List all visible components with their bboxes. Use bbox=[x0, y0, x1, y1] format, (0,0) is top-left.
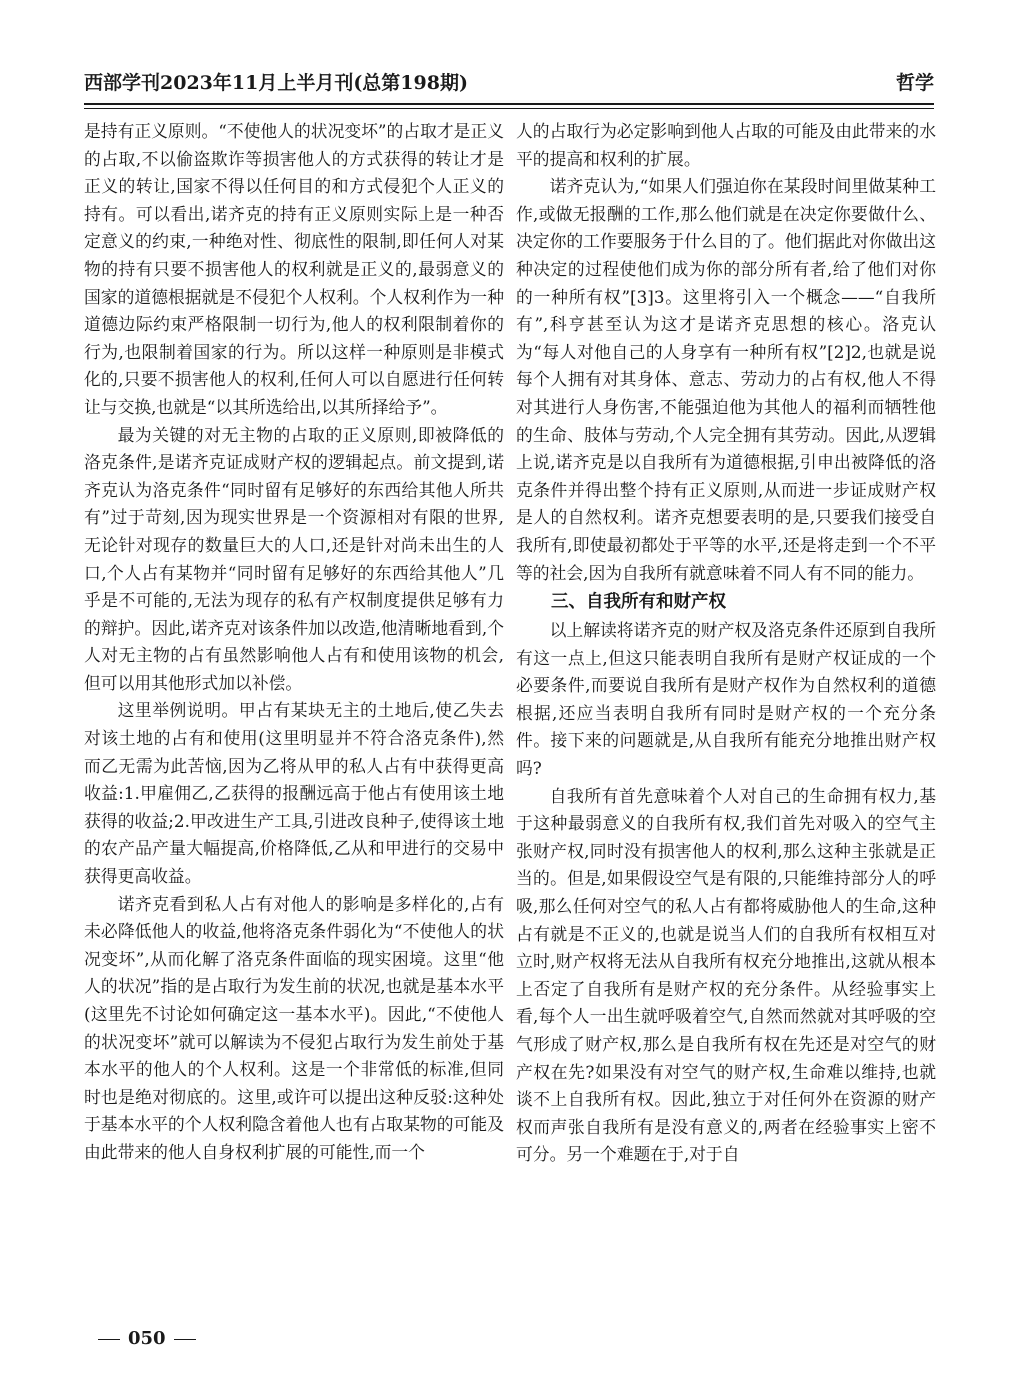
section-tag: 哲学 bbox=[895, 72, 934, 94]
journal-title: 西部学刊2023年11月上半月刊(总第198期) bbox=[84, 72, 468, 94]
right-column bbox=[516, 118, 936, 1169]
paragraph: 这里举例说明。甲占有某块无主的土地后,使乙失去对该土地的占有和使用(这里明显并不符合洛克条件),然而乙无需为此苦恼,因为乙将从甲的私人占有中获得更高收益:1.甲雇佣乙,乙获得的报酬远高于他占有使用该土地获得的收益;2.甲改进生产工具,引进改良种子,使得该土地的农产品产量大幅提高,价格降低,乙从和甲进行的交易中获得更高收益。 bbox=[84, 700, 504, 887]
header-rule-thin bbox=[84, 108, 934, 109]
page-number: 050 bbox=[128, 1328, 166, 1349]
paragraph: 最为关键的对无主物的占取的正义原则,即被降低的洛克条件,是诺齐克证成财产权的逻辑起点。前文提到,诺齐克认为洛克条件“同时留有足够好的东西给其他人所共有”过于苛刻,因为现实世界是一个资源相对有限的世界,无论针对现存的数量巨大的人口,还是针对尚未出生的人口,个人占有某物并“同时留有足够好的东西给其他人”几乎是不可能的,无法为现存的私有产权制度提供足够有力的辩护。因此,诺齐克对该条件加以改造,他清晰地看到,个人对无主物的占有虽然影响他人占有和使用该物的机会,但可以用其他形式加以补偿。 bbox=[84, 424, 504, 693]
footer-dash-left bbox=[98, 1339, 120, 1340]
paragraph: 诺齐克认为,“如果人们强迫你在某段时间里做某种工作,或做无报酬的工作,那么他们就是在决定你要做什么、决定你的工作要服务于什么目的了。他们据此对你做出这种决定的过程使他们成为你的部分所有者,给了他们对你的一种所有权”[3]3。这里将引入一个概念——“自我所有”,科亨甚至认为这才是诺齐克思想的核心。洛克认为“每人对他自己的人身享有一种所有权”[2]2,也就是说每个人拥有对其身体、意志、劳动力的占有权,他人不得对其进行人身伤害,不能强迫他为其他人的福利而牺牲他的生命、肢体与劳动,个人完全拥有其劳动。因此,从逻辑上说,诺齐克是以自我所有为道德根据,引申出被降低的洛克条件并得出整个持有正义原则,从而进一步证成财产权是人的自然权利。诺齐克想要表明的是,只要我们接受自我所有,即使最初都处于平等的水平,还是将走到一个不平等的社会,因为自我所有就意味着不同人有不同的能力。 bbox=[516, 176, 936, 583]
paragraph: 以上解读将诺齐克的财产权及洛克条件还原到自我所有这一点上,但这只能表明自我所有是财产权证成的一个必要条件,而要说自我所有是财产权作为自然权利的道德根据,还应当表明自我所有同时是财产权的一个充分条件。接下来的问题就是,从自我所有能充分地推出财产权吗? bbox=[516, 620, 936, 779]
paragraph: 自我所有首先意味着个人对自己的生命拥有权力,基于这种最弱意义的自我所有权,我们首先对吸入的空气主张财产权,同时没有损害他人的权利,那么这种主张就是正当的。但是,如果假设空气是有限的,只能维持部分人的呼吸,那么任何对空气的私人占有都将威胁他人的生命,这种占有就是不正义的,也就是说当人们的自我所有权相互对立时,财产权将无法从自我所有权充分地推出,这就从根本上否定了自我所有是财产权的充分条件。从经验事实上看,每个人一出生就呼吸着空气,自然而然就对其呼吸的空气形成了财产权,那么是自我所有权在先还是对空气的财产权在先?如果没有对空气的财产权,生命难以维持,也就谈不上自我所有权。因此,独立于对任何外在资源的财产权而声张自我所有是没有意义的,两者在经验事实上密不可分。另一个难题在于,对于自 bbox=[516, 785, 936, 1165]
paragraph: 是持有正义原则。“不使他人的状况变坏”的占取才是正义的占取,不以偷盗欺诈等损害他人的方式获得的转让才是正义的转让,国家不得以任何目的和方式侵犯个人正义的持有。可以看出,诺齐克的持有正义原则实际上是一种否定意义的约束,一种绝对性、彻底性的限制,即任何人对某物的持有只要不损害他人的权利就是正义的,最弱意义的国家的道德根据就是不侵犯个人权利。个人权利作为一种道德边际约束严格限制一切行为,他人的权利限制着你的行为,也限制着国家的行为。所以这样一种原则是非模式化的,只要不损害他人的权利,任何人可以自愿进行任何转让与交换,也就是“以其所选给出,以其所择给予”。 bbox=[84, 121, 504, 417]
page-footer bbox=[90, 1328, 204, 1349]
header-rule bbox=[84, 103, 934, 105]
paragraph: 诺齐克看到私人占有对他人的影响是多样化的,占有未必降低他人的收益,他将洛克条件弱化为“不使他人的状况变坏”,从而化解了洛克条件面临的现实困境。这里“他人的状况”指的是占取行为发生前的状况,也就是基本水平(这里先不讨论如何确定这一基本水平)。因此,“不使他人的状况变坏”就可以解读为不侵犯占取行为发生前处于基本水平的他人的个人权利。这是一个非常低的标准,但同时也是绝对彻底的。这里,或许可以提出这种反驳:这种处于基本水平的个人权利隐含着他人也有占取某物的可能及由此带来的他人自身权利扩展的可能性,而一个 bbox=[84, 893, 504, 1162]
footer-dash-right bbox=[174, 1339, 196, 1340]
page-header bbox=[84, 66, 934, 100]
section-heading: 三、自我所有和财产权 bbox=[551, 592, 726, 613]
paragraph: 人的占取行为必定影响到他人占取的可能及由此带来的水平的提高和权利的扩展。 bbox=[516, 121, 936, 169]
left-column bbox=[84, 118, 504, 1167]
